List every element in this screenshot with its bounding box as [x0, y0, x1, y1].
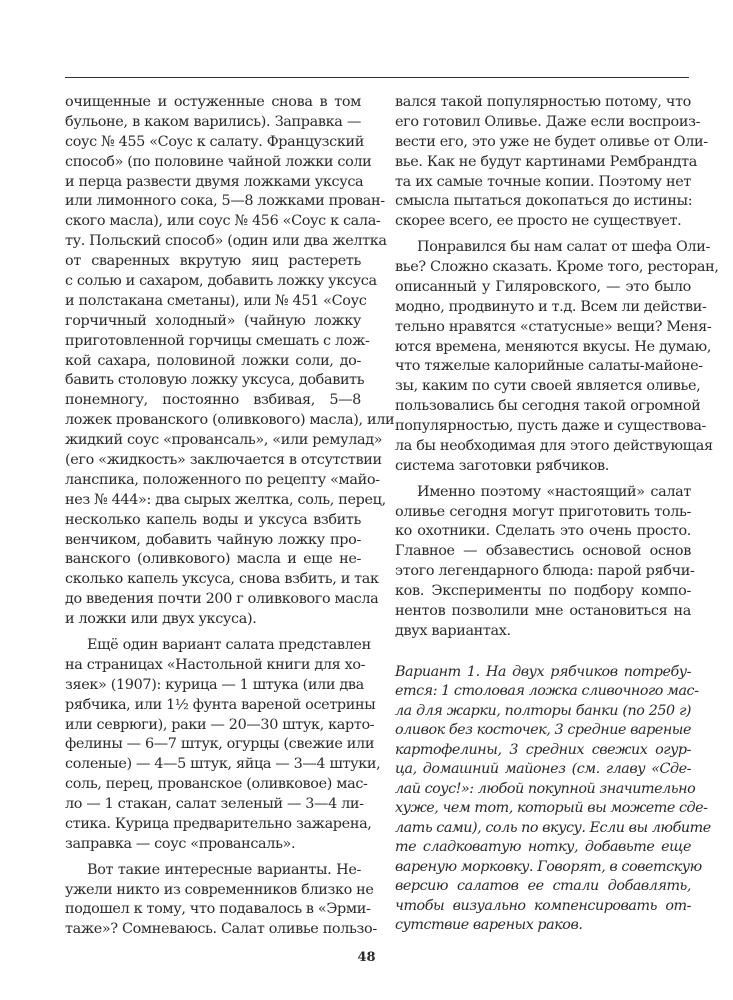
note-line: хуже, чем тот, который вы можете сде-	[395, 800, 708, 817]
text-line: понемногу, постоянно взбивая, 5—8	[65, 392, 361, 409]
text-line: стика. Курица предварительно зажарена,	[65, 815, 372, 832]
text-line: оливье сегодня могут приготовить толь-	[395, 503, 691, 520]
text-line: кой сахара, половиной ложки соли, до-	[65, 352, 361, 369]
text-line: фелины — 6—7 штук, огурцы (свежие или	[65, 736, 375, 753]
text-line: несколько капель воды и уксуса взбить	[65, 511, 361, 528]
note-line: сутствие вареных раков.	[395, 917, 583, 934]
text-line: скорее всего, ее просто не существует.	[395, 213, 682, 230]
text-line: очищенные и остуженные снова в том	[65, 94, 361, 110]
text-line: вье? Сложно сказать. Кроме того, ресторан,	[395, 259, 719, 276]
paragraph	[65, 93, 395, 630]
header-rule	[65, 77, 689, 78]
text-line: рябчика, или 1½ фунта вареной осетрины	[65, 696, 376, 713]
text-line: и ложки или двух уксуса).	[65, 611, 257, 628]
right-column	[395, 93, 719, 936]
text-line: смысла пытаться докопаться до истины:	[395, 193, 693, 210]
text-line: ту. Польский способ» (один или два желтка	[65, 233, 387, 250]
paragraph	[395, 93, 708, 232]
text-line: пользовались бы сегодня такой огромной	[395, 398, 701, 415]
text-line: этого легендарного блюда: парой рябчи-	[395, 563, 695, 580]
text-line: Ещё один вариант салата представлен	[87, 636, 371, 653]
note-line: Вариант 1. На двух рябчиков потребу-	[395, 663, 691, 680]
text-line: ванского (оливкового) масла и еще не-	[65, 551, 361, 568]
note-line: ла для жарки, полторы банки (по 250 г)	[395, 702, 691, 719]
text-line: популярностью, пусть даже и существова-	[395, 418, 707, 435]
text-line: ложек прованского (оливкового) масла), или	[65, 412, 395, 429]
text-line: или севрюги), раки — 20—30 штук, карто-	[65, 716, 375, 733]
text-line: Главное — обзавестись основой основ	[395, 543, 691, 560]
text-line: система заготовки рябчиков.	[395, 457, 609, 474]
text-line: ются времена, меняются вкусы. Не думаю,	[395, 338, 712, 355]
text-line: Именно поэтому «настоящий» салат	[417, 483, 691, 500]
note-line: вареную морковку. Говорят, в советскую	[395, 858, 702, 875]
text-line: ло — 1 стакан, салат зеленый — 3—4 ли-	[65, 796, 364, 813]
text-line: что тяжелые калорийные салаты-майоне-	[395, 358, 703, 375]
text-line: ского масла), или соус № 456 «Соус к сала-	[65, 213, 381, 230]
note-line: картофелины, 3 средних свежих огур-	[395, 741, 691, 758]
text-line: венчиком, добавить чайную ложку про-	[65, 531, 361, 548]
paragraph	[395, 238, 719, 477]
text-line: его готовил Оливье. Даже если воспроиз-	[395, 113, 701, 130]
text-line: зы, каким по сути своей является оливье,	[395, 378, 701, 395]
text-line: Вот такие интересные варианты. Не-	[87, 861, 361, 878]
left-column	[65, 93, 395, 940]
text-line: и полстакана сметаны), или № 451 «Соус	[65, 292, 367, 309]
text-line: бавить столовую ложку уксуса, добавить	[65, 372, 365, 389]
text-line: двух вариантах.	[395, 622, 511, 639]
text-line: или лимонного сока, 5—8 ложками прован-	[65, 193, 385, 210]
right-column-body	[395, 93, 719, 642]
text-line: ков. Эксперименты по подбору компо-	[395, 583, 691, 600]
note-line: версию салатов ее стали добавлять,	[395, 878, 691, 895]
text-line: горчичный холодный» (чайную ложку	[65, 312, 361, 329]
text-line: тельно нравятся «статусные» вещи? Меня-	[395, 318, 712, 335]
text-line: нез № 444»: два сырых желтка, соль, перец,	[65, 491, 386, 508]
text-line: соус № 455 «Соус к салату. Французский	[65, 133, 364, 150]
recipe-note	[395, 663, 711, 936]
text-line: на страницах «Настольной книги для хо-	[65, 656, 366, 673]
text-line: жидкий соус «провансаль», «или ремулад»	[65, 432, 383, 449]
note-line: ца, домашний майонез (см. главу «Сде-	[395, 761, 691, 778]
text-line: ла бы необходимая для этого действующая	[395, 438, 713, 455]
text-line: соль, перец, прованское (оливковое) мас-	[65, 776, 368, 793]
note-line: лай соус!»: любой покупной значительно	[395, 780, 696, 797]
text-line: вести его, это уже не будет оливье от Оли-	[395, 133, 708, 150]
text-line: нентов позволили мне остановиться на	[395, 603, 691, 620]
text-line: модно, продвинуто и т.д. Всем ли действи-	[395, 298, 707, 315]
paragraph	[65, 861, 377, 941]
text-line: вье. Как не будут картинами Рембрандта	[395, 153, 697, 170]
note-spacer	[395, 642, 691, 663]
text-line: бульоне, в каком варились). Заправка —	[65, 113, 361, 130]
text-line: до введения почти 200 г оливкового масла	[65, 591, 379, 608]
text-line: с солью и сахаром, добавить ложку уксуса	[65, 273, 377, 290]
page-number: 48	[357, 950, 376, 965]
text-line: от сваренных вкрутую яиц растереть	[65, 253, 361, 270]
note-line: ется: 1 столовая ложка сливочного мас-	[395, 683, 699, 700]
text-line: вался такой популярностью потому, что	[395, 94, 691, 110]
text-line: Понравился бы нам салат от шефа Оли-	[417, 239, 710, 256]
text-line: описанный у Гиляровского, — это было	[395, 278, 691, 295]
note-line: оливок без косточек, 3 средние вареные	[395, 722, 691, 739]
paragraph	[395, 483, 695, 642]
text-line: ланспика, положенного по рецепту «майо-	[65, 471, 380, 488]
text-line: та их самые точные копии. Поэтому нет	[395, 173, 691, 190]
text-line: соленые) — 4—5 штук, яйца — 3—4 штуки,	[65, 756, 381, 773]
text-line: сколько капель уксуса, снова взбить, и так	[65, 571, 379, 588]
text-line: таже»? Сомневаюсь. Салат оливье пользо-	[65, 921, 377, 938]
text-line: заправка — соус «провансаль».	[65, 835, 296, 852]
text-line: и перца развести двумя ложками уксуса	[65, 173, 364, 190]
text-line: ужели никто из современников близко не	[65, 881, 374, 898]
note-line: те сладковатую нотку, добавьте еще	[395, 839, 691, 856]
text-line: способ» (по половине чайной ложки соли	[65, 153, 372, 170]
note-line: чтобы визуально компенсировать от-	[395, 897, 691, 914]
paragraph	[65, 636, 381, 855]
text-line: приготовленной горчицы смешать с лож-	[65, 332, 370, 349]
note-line: лать сами), соль по вкусу. Если вы любите	[395, 819, 711, 836]
text-line: (его «жидкость» заключается в отсутствии	[65, 452, 382, 469]
text-line: подошел к тому, что подавалось в «Эрми-	[65, 901, 371, 918]
text-line: ко охотники. Сделать это очень просто.	[395, 523, 691, 540]
text-line: зяек» (1907): курица — 1 штука (или два	[65, 676, 364, 693]
